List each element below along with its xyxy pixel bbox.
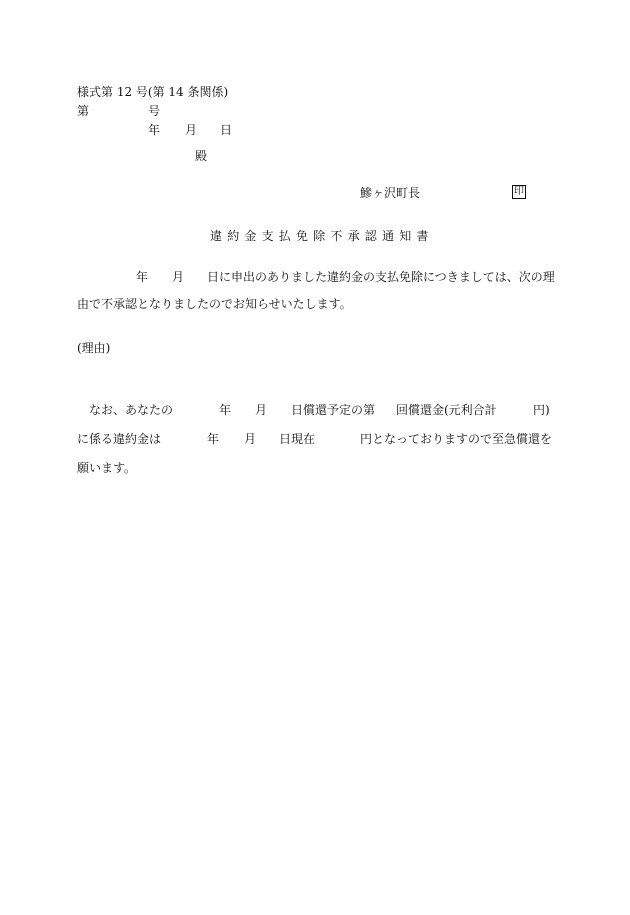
body2-as-of: 日現在: [279, 432, 316, 446]
recipient-honorific: 殿: [195, 149, 208, 163]
seal-stamp: 印: [514, 186, 524, 197]
issuer-name: 鰺ヶ沢町長: [360, 186, 421, 200]
body1-month: 月: [172, 270, 185, 284]
body2-intro: なお、あなたの: [89, 403, 174, 417]
body1-text: 日に申出のありました違約金の支払免除につきましては、次の理: [207, 270, 555, 284]
body2-month: 月: [255, 403, 268, 417]
body1-year: 年: [136, 270, 149, 284]
date-day: 日: [220, 123, 233, 137]
body2-yen-text: 円となっておりますので至急償還を: [360, 432, 553, 446]
document-number-suffix: 号: [148, 104, 161, 118]
body2-year: 年: [219, 403, 232, 417]
document-title: 違約金支払免除不承認通知書: [210, 229, 434, 243]
body2-scheduled: 日償還予定の第: [291, 403, 376, 417]
body2-installment: 回償還金(元利合計: [396, 403, 497, 417]
body2-closing: 願います。: [77, 461, 137, 475]
body2-year2: 年: [207, 432, 220, 446]
body2-relating: に係る違約金は: [77, 432, 162, 446]
document-number-prefix: 第: [77, 104, 90, 118]
body2-yen-close: 円): [533, 403, 550, 417]
date-month: 月: [185, 123, 198, 137]
body2-month2: 月: [244, 432, 257, 446]
date-year: 年: [148, 123, 161, 137]
reason-label: (理由): [77, 341, 111, 355]
body1-line2: 由で不承認となりましたのでお知らせいたします。: [77, 297, 352, 311]
form-number: 様式第 12 号(第 14 条関係): [77, 85, 229, 99]
